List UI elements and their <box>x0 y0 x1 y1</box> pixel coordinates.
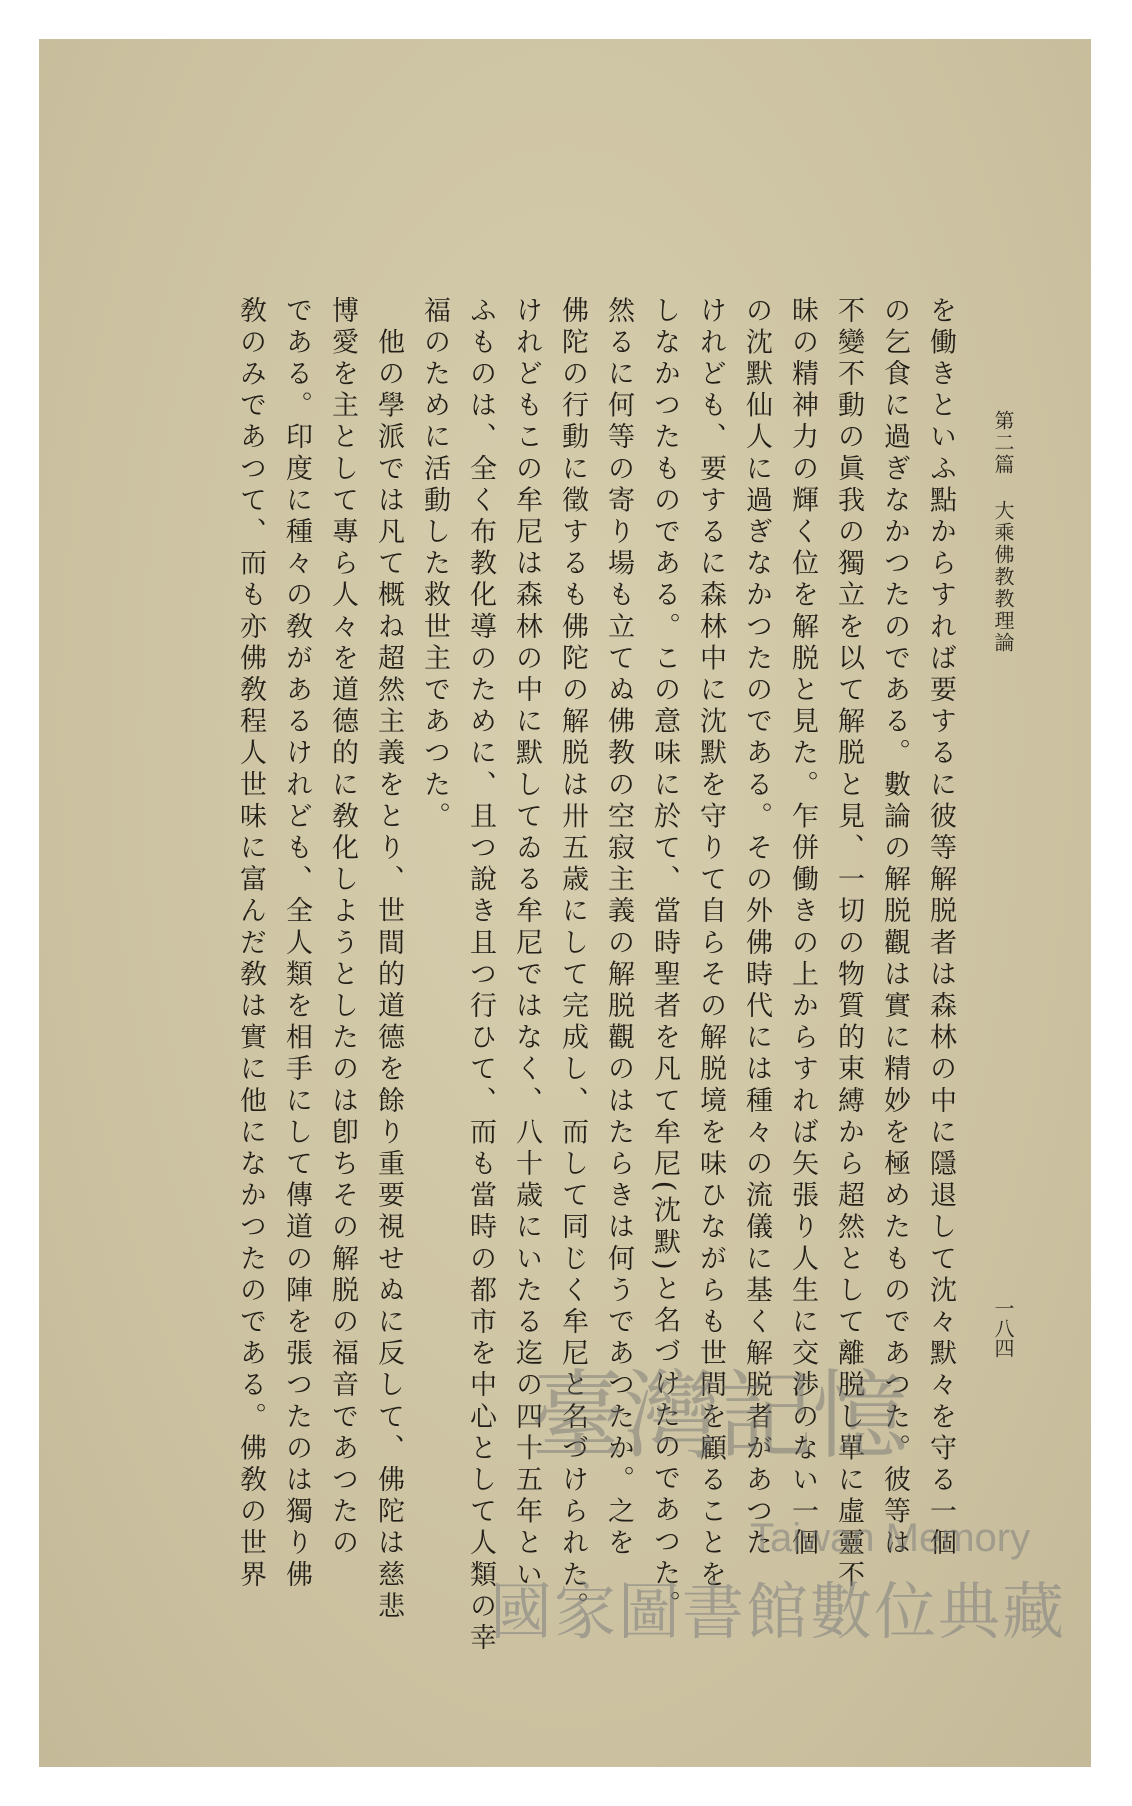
watermark-english: Taiwan Memory <box>750 1516 1031 1560</box>
watermark-institution: 國家圖書館數位典藏 <box>490 1575 1067 1648</box>
text-column: ふものは、全く布教化導のために、且つ說き且つ行ひて、而も當時の都市を中心として人類の幸 <box>465 296 496 1655</box>
text-column: を働きといふ點からすれば要するに彼等解脱者は森林の中に隱退して沈々默々を守る一個 <box>925 296 956 1560</box>
text-column: 佛陀の行動に徵するも佛陀の解脱は卅五歳にして完成し、而して同じく牟尼と名づけられた。 <box>557 296 588 1624</box>
text-column: 他の學派では凡て概ね超然主義をとり、世間的道德を餘り重要視せぬに反して、佛陀は慈悲 <box>373 296 404 1624</box>
text-column: 不變不動の眞我の獨立を以て解脱と見、一切の物質的束縛から超然として離脱し單に虛靈不 <box>833 296 864 1592</box>
page-number: 一八四 <box>991 1298 1015 1358</box>
running-header <box>986 410 1018 654</box>
watermark-logo: 臺灣記憶 <box>530 1360 906 1472</box>
text-column: 敎のみであつて、而も亦佛敎程人世味に富んだ敎は實に他になかつたのである。佛敎の世界 <box>235 296 266 1592</box>
text-column: 博愛を主として專ら人々を道德的に敎化しようとしたのは卽ちその解脱の福音であつたの <box>327 296 358 1560</box>
text-column: 昧の精神力の輝く位を解脱と見た。乍併働きの上からすれば矢張り人生に交渉のない一個 <box>787 296 818 1560</box>
text-column: である。印度に種々の敎があるけれども、全人類を相手にして傳道の陣を張つたのは獨り佛 <box>281 296 312 1592</box>
text-column: けれども、要するに森林中に沈默を守りて自らその解脱境を味ひながらも世間を顧ることを <box>695 296 726 1592</box>
part-label: 第二篇 <box>991 410 1015 476</box>
text-column: 福のために活動した救世主であつた。 <box>419 296 450 834</box>
text-column: の沈默仙人に過ぎなかつたのである。その外佛時代には種々の流儀に基く解脱者があつた <box>741 296 772 1560</box>
text-column: 然るに何等の寄り場も立てぬ佛教の空寂主義の解脱觀のはたらきは何うであつたか。之を <box>603 296 634 1560</box>
text-column: の乞食に過ぎなかつたのである。數論の解脱觀は實に精妙を極めたものであつた。彼等は <box>879 296 910 1560</box>
text-column: けれどもこの牟尼は森林の中に默してゐる牟尼ではなく、八十歳にいたる迄の四十五年とい <box>511 296 542 1592</box>
section-title: 大乘佛教教理論 <box>991 500 1015 654</box>
text-column: しなかつたものである。この意味に於て、當時聖者を凡て牟尼(沈默)と名づけたのであつた。 <box>649 296 680 1622</box>
